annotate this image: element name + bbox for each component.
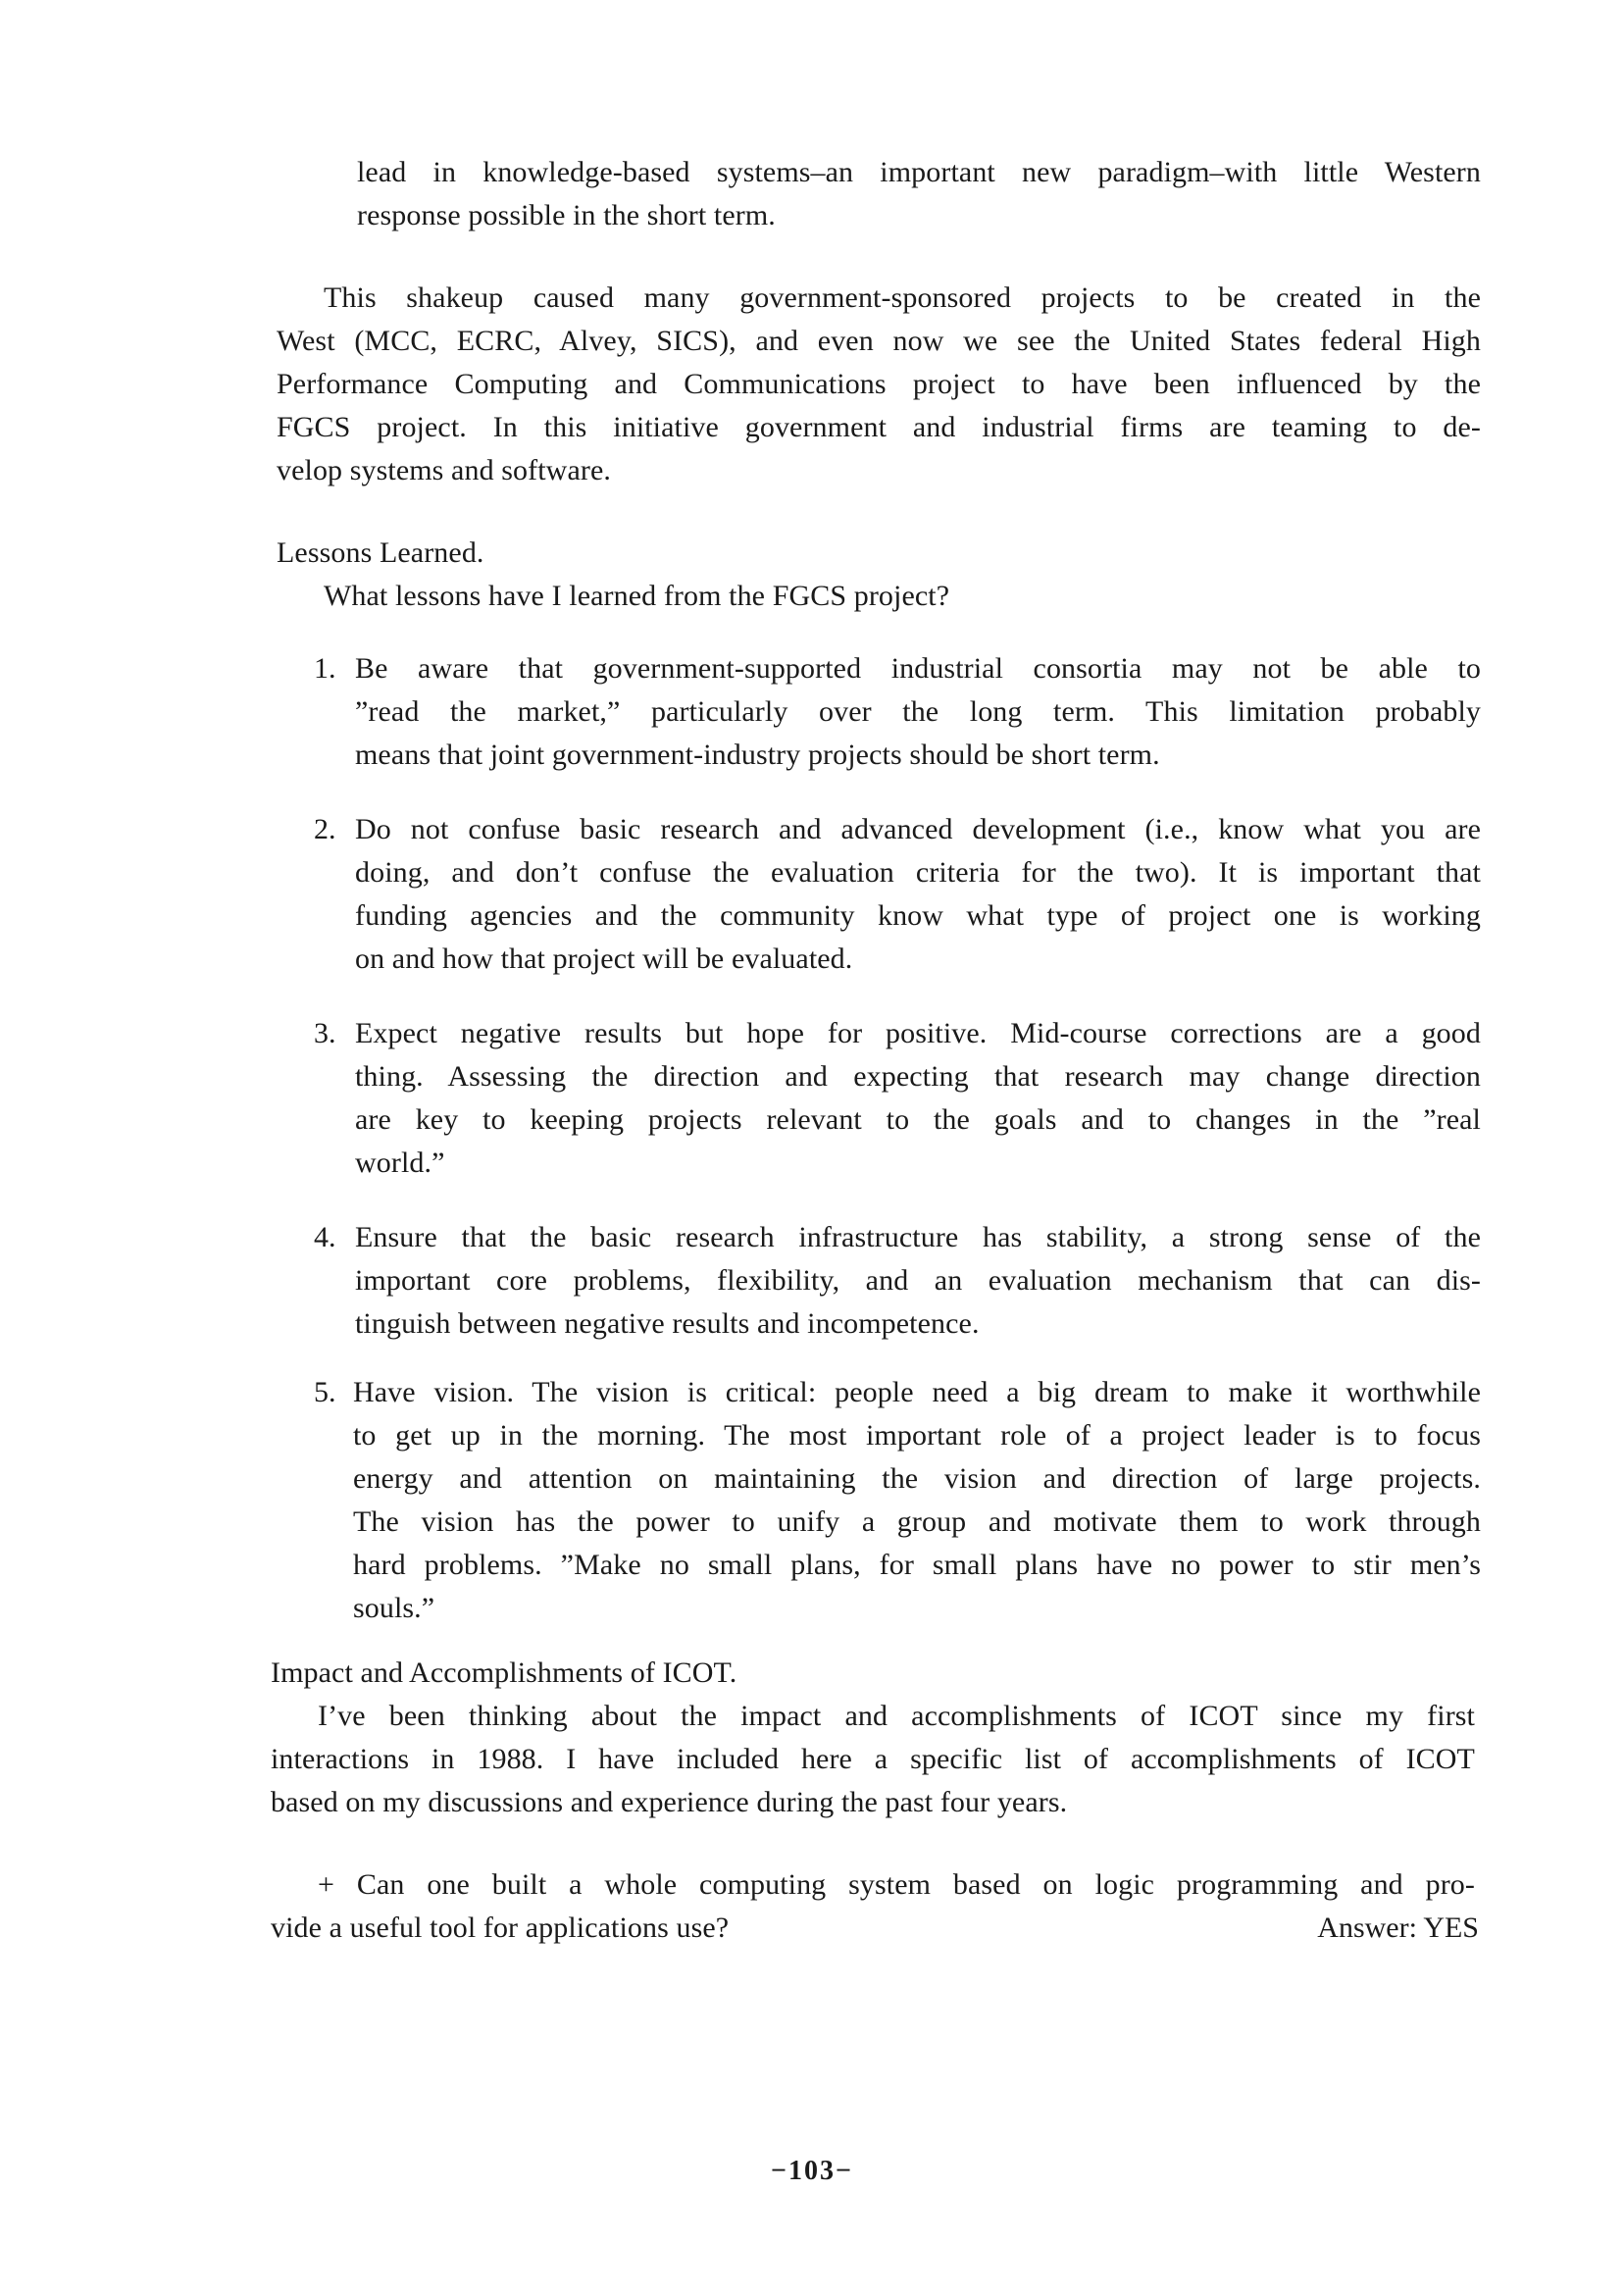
- list-item-line: to get up in the morning. The most important role of a project leader is to focus: [353, 1419, 1481, 1452]
- paragraph-line: based on my discussions and experience during the past four years.: [271, 1786, 1068, 1818]
- list-item-line: ”read the market,” particularly over the long term. This limitation probably: [355, 695, 1481, 728]
- list-item-line: hard problems. ”Make no small plans, for small plans have no power to stir men’s: [353, 1549, 1481, 1581]
- lessons-intro: What lessons have I learned from the FGCS project?: [324, 580, 950, 612]
- continuation-line: response possible in the short term.: [357, 199, 776, 231]
- list-item-line: Be aware that government-supported industrial consortia may not be able to: [355, 652, 1481, 685]
- list-item-line: The vision has the power to unify a group and motivate them to work through: [353, 1505, 1481, 1538]
- list-item-line: Do not confuse basic research and advanced development (i.e., know what you are: [355, 813, 1481, 845]
- paragraph-line: West (MCC, ECRC, Alvey, SICS), and even now we see the United States federal High: [277, 325, 1481, 357]
- list-item-number: 4.: [314, 1221, 336, 1253]
- list-item-number: 1.: [314, 652, 336, 685]
- paragraph-line: Performance Computing and Communications project to have been influenced by the: [277, 368, 1481, 400]
- list-item-line: Have vision. The vision is critical: people need a big dream to make it worthwhile: [353, 1376, 1481, 1408]
- paragraph-line: velop systems and software.: [277, 454, 611, 486]
- paragraph-line: This shakeup caused many government-sponsored projects to be created in the: [324, 281, 1481, 314]
- list-item-line: energy and attention on maintaining the vision and direction of large projects.: [353, 1462, 1481, 1495]
- section-heading-lessons: Lessons Learned.: [277, 536, 484, 569]
- list-item-number: 2.: [314, 813, 336, 845]
- section-heading-impact: Impact and Accomplishments of ICOT.: [271, 1656, 737, 1689]
- list-item-line: are key to keeping projects relevant to the goals and to changes in the ”real: [355, 1103, 1481, 1136]
- list-item-line: souls.”: [353, 1592, 435, 1624]
- list-item-line: means that joint government-industry projects should be short term.: [355, 739, 1160, 771]
- list-item-line: world.”: [355, 1146, 445, 1179]
- question-line: + Can one built a whole computing system based on logic programming and pro-: [318, 1868, 1475, 1901]
- list-item-line: important core problems, flexibility, and an evaluation mechanism that can dis-: [355, 1264, 1481, 1297]
- list-item-line: thing. Assessing the direction and expecting that research may change direction: [355, 1060, 1481, 1093]
- continuation-line: lead in knowledge-based systems–an important new paradigm–with little Western: [357, 156, 1481, 188]
- paragraph-line: interactions in 1988. I have included here a specific list of accomplishments of ICOT: [271, 1743, 1475, 1775]
- answer-label: Answer: YES: [1317, 1911, 1479, 1944]
- list-item-number: 5.: [314, 1376, 336, 1408]
- list-item-line: funding agencies and the community know what type of project one is working: [355, 899, 1481, 932]
- list-item-line: Expect negative results but hope for positive. Mid-course corrections are a good: [355, 1017, 1481, 1049]
- paragraph-line: I’ve been thinking about the impact and accomplishments of ICOT since my first: [318, 1700, 1475, 1732]
- list-item-number: 3.: [314, 1017, 336, 1049]
- paragraph-line: FGCS project. In this initiative government and industrial firms are teaming to de-: [277, 411, 1481, 443]
- question-line: vide a useful tool for applications use?: [271, 1911, 730, 1944]
- list-item-line: on and how that project will be evaluated.: [355, 943, 853, 975]
- list-item-line: doing, and don’t confuse the evaluation criteria for the two). It is important that: [355, 856, 1481, 889]
- list-item-line: Ensure that the basic research infrastructure has stability, a strong sense of the: [355, 1221, 1481, 1253]
- list-item-line: tinguish between negative results and incompetence.: [355, 1307, 980, 1340]
- page-number: −103−: [771, 2156, 853, 2186]
